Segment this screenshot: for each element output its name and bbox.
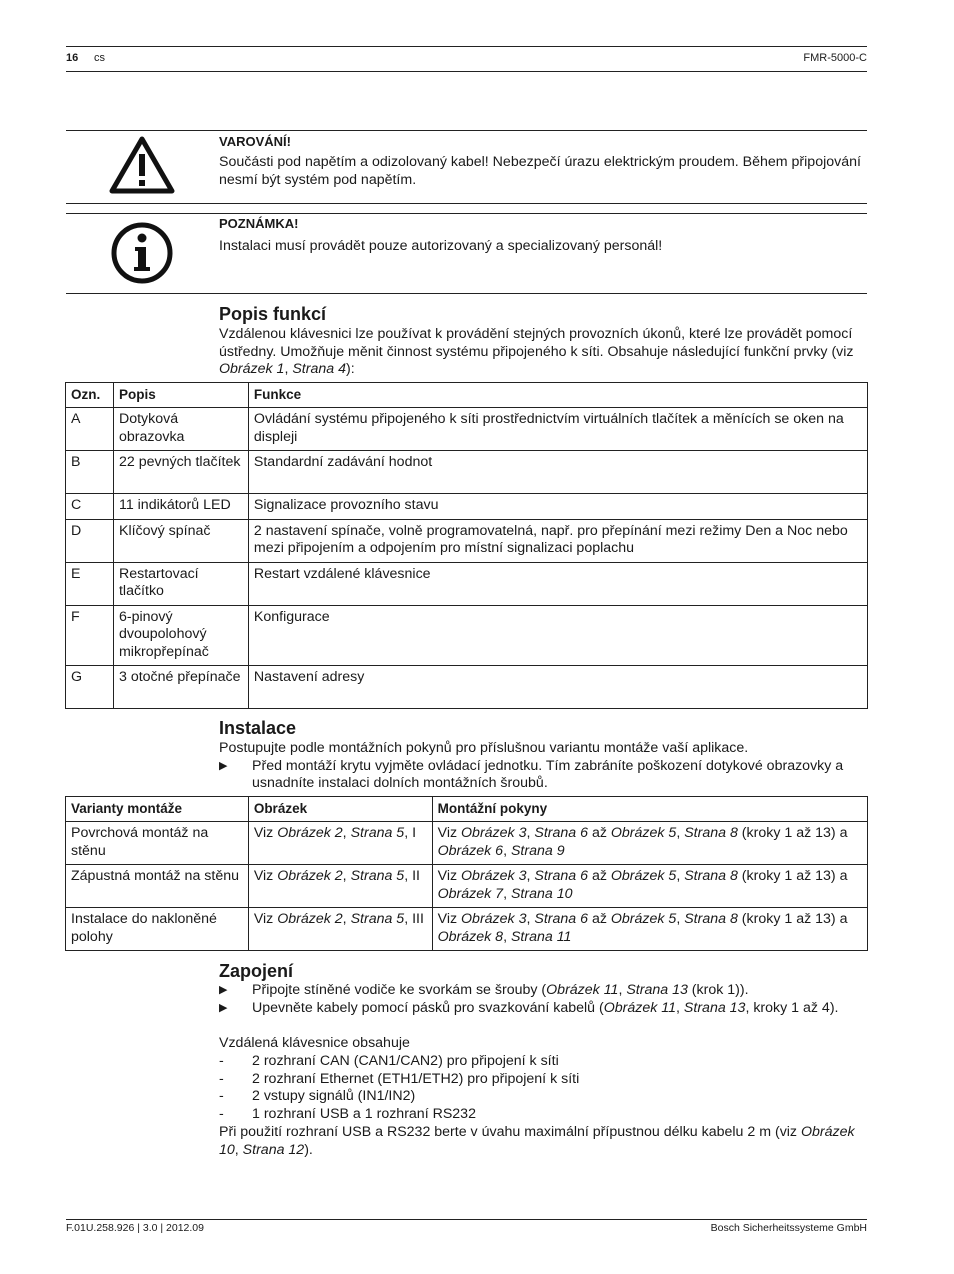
table-row (66, 666, 868, 709)
table-row (66, 519, 868, 562)
table-row (66, 908, 868, 951)
cell-description: 22 pevných tlačítek (113, 451, 248, 494)
dash-marker: - (219, 1106, 224, 1122)
warning-bottom-rule (66, 203, 867, 204)
cell-label: G (66, 666, 114, 709)
cell-description: 11 indikátorů LED (113, 494, 248, 520)
cell-label: A (66, 408, 114, 451)
note-title: POZNÁMKA! (219, 216, 299, 231)
cell-figure: Viz Obrázek 2, Strana 5, II (248, 865, 432, 908)
language-code: cs (94, 52, 105, 64)
section-heading-installation: Instalace (219, 718, 297, 738)
cell-description: Klíčový spínač (113, 519, 248, 562)
connection-final-note: Při použití rozhraní USB a RS232 berte v úvahu maximální přípustnou délku kabelu 2 m (viz Obrázek 10, Strana 12). (219, 1124, 855, 1158)
header-rule (66, 71, 867, 72)
list-item: - 1 rozhraní USB a 1 rozhraní RS232 (219, 1106, 476, 1122)
header-top-rule (66, 46, 867, 47)
dash-marker: - (219, 1053, 224, 1069)
cell-description: Restartovací tlačítko (113, 562, 248, 605)
cell-function: Nastavení adresy (248, 666, 867, 709)
cell-instructions: Viz Obrázek 3, Strana 6 až Obrázek 5, Strana 8 (kroky 1 až 13) a Obrázek 7, Strana 10 (432, 865, 867, 908)
table-row (66, 408, 868, 451)
dash-marker: - (219, 1088, 224, 1104)
table-row (66, 605, 868, 666)
column-header: Obrázek (248, 797, 432, 822)
mounting-table (65, 796, 868, 951)
cell-description: 3 otočné přepínače (113, 666, 248, 709)
table-row (66, 494, 868, 520)
cell-function: Konfigurace (248, 605, 867, 666)
bullet-arrow-icon: ▶ (219, 1002, 228, 1014)
cell-figure: Viz Obrázek 2, Strana 5, III (248, 908, 432, 951)
warning-text: Součásti pod napětím a odizolovaný kabel! Nebezpečí úrazu elektrickým proudem. Během připojování nesmí být systém pod napětím. (219, 154, 861, 188)
connection-contains: Vzdálená klávesnice obsahuje (219, 1035, 410, 1051)
table-row (66, 822, 868, 865)
functions-intro: Vzdálenou klávesnici lze používat k provádění stejných provozních úkonů, které lze provádět pomocí ústředny. Umožňuje měnit činnost systému připojeného k síti. Obsahuje následující funkční prvky (viz Obrázek 1, Strana 4): (219, 326, 854, 377)
product-name: FMR-5000-C (803, 52, 867, 64)
note-text: Instalaci musí provádět pouze autorizovaný a specializovaný personál! (219, 238, 663, 254)
section-heading-functions: Popis funkcí (219, 304, 327, 324)
warning-title: VAROVÁNÍ! (219, 134, 291, 149)
connection-step: ▶ Upevněte kabely pomocí pásků pro svazkování kabelů (Obrázek 11, Strana 13, kroky 1 až 4). (219, 1000, 839, 1016)
installation-step: ▶ Před montáží krytu vyjměte ovládací jednotku. Tím zabráníte poškození dotykové obrazovky a usnadníte instalaci dolních montážních šroubů. (219, 758, 844, 792)
bullet-arrow-icon: ▶ (219, 760, 228, 772)
footer-rule (66, 1219, 867, 1220)
cell-instructions: Viz Obrázek 3, Strana 6 až Obrázek 5, Strana 8 (kroky 1 až 13) a Obrázek 6, Strana 9 (432, 822, 867, 865)
cell-label: F (66, 605, 114, 666)
column-header: Popis (113, 383, 248, 408)
column-header: Ozn. (66, 383, 114, 408)
bullet-arrow-icon: ▶ (219, 984, 228, 996)
list-item: - 2 vstupy signálů (IN1/IN2) (219, 1088, 416, 1104)
column-header: Funkce (248, 383, 867, 408)
warning-top-rule (66, 130, 867, 131)
cell-variant: Povrchová montáž na stěnu (66, 822, 249, 865)
cell-variant: Zápustná montáž na stěnu (66, 865, 249, 908)
footer-doc-id: F.01U.258.926 | 3.0 | 2012.09 (66, 1222, 204, 1234)
note-bottom-rule (66, 293, 867, 294)
table-row (66, 865, 868, 908)
table-header-row (66, 383, 868, 408)
cell-variant: Instalace do nakloněné polohy (66, 908, 249, 951)
cell-function: Standardní zadávání hodnot (248, 451, 867, 494)
cell-description: Dotyková obrazovka (113, 408, 248, 451)
list-item: - 2 rozhraní Ethernet (ETH1/ETH2) pro připojení k síti (219, 1071, 580, 1087)
table-row (66, 451, 868, 494)
warning-triangle-icon (108, 134, 176, 196)
cell-instructions: Viz Obrázek 3, Strana 6 až Obrázek 5, Strana 8 (kroky 1 až 13) a Obrázek 8, Strana 11 (432, 908, 867, 951)
cell-function: Signalizace provozního stavu (248, 494, 867, 520)
connection-step: ▶ Připojte stíněné vodiče ke svorkám se šrouby (Obrázek 11, Strana 13 (krok 1)). (219, 982, 749, 998)
page-number: 16 (66, 52, 79, 64)
installation-intro: Postupujte podle montážních pokynů pro příslušnou variantu montáže vaší aplikace. (219, 740, 749, 756)
table-row (66, 562, 868, 605)
cell-description: 6-pinový dvoupolohový mikropřepínač (113, 605, 248, 666)
footer-company: Bosch Sicherheitssysteme GmbH (710, 1222, 867, 1234)
cell-figure: Viz Obrázek 2, Strana 5, I (248, 822, 432, 865)
column-header: Varianty montáže (66, 797, 249, 822)
cell-function: Ovládání systému připojeného k síti prostřednictvím virtuálních tlačítek a měnících se oken na displeji (248, 408, 867, 451)
cell-function: 2 nastavení spínače, volně programovatelná, např. pro přepínání mezi režimy Den a Noc nebo mezi připojením a odpojením pro místní signalizaci poplachu (248, 519, 867, 562)
cell-label: C (66, 494, 114, 520)
note-top-rule (66, 213, 867, 214)
cell-label: E (66, 562, 114, 605)
info-circle-icon (110, 221, 174, 285)
column-header: Montážní pokyny (432, 797, 867, 822)
dash-marker: - (219, 1071, 224, 1087)
section-heading-connection: Zapojení (219, 961, 294, 981)
table-header-row (66, 797, 868, 822)
list-item: - 2 rozhraní CAN (CAN1/CAN2) pro připojení k síti (219, 1053, 559, 1069)
functions-table (65, 382, 868, 709)
cell-label: D (66, 519, 114, 562)
cell-label: B (66, 451, 114, 494)
cell-function: Restart vzdálené klávesnice (248, 562, 867, 605)
